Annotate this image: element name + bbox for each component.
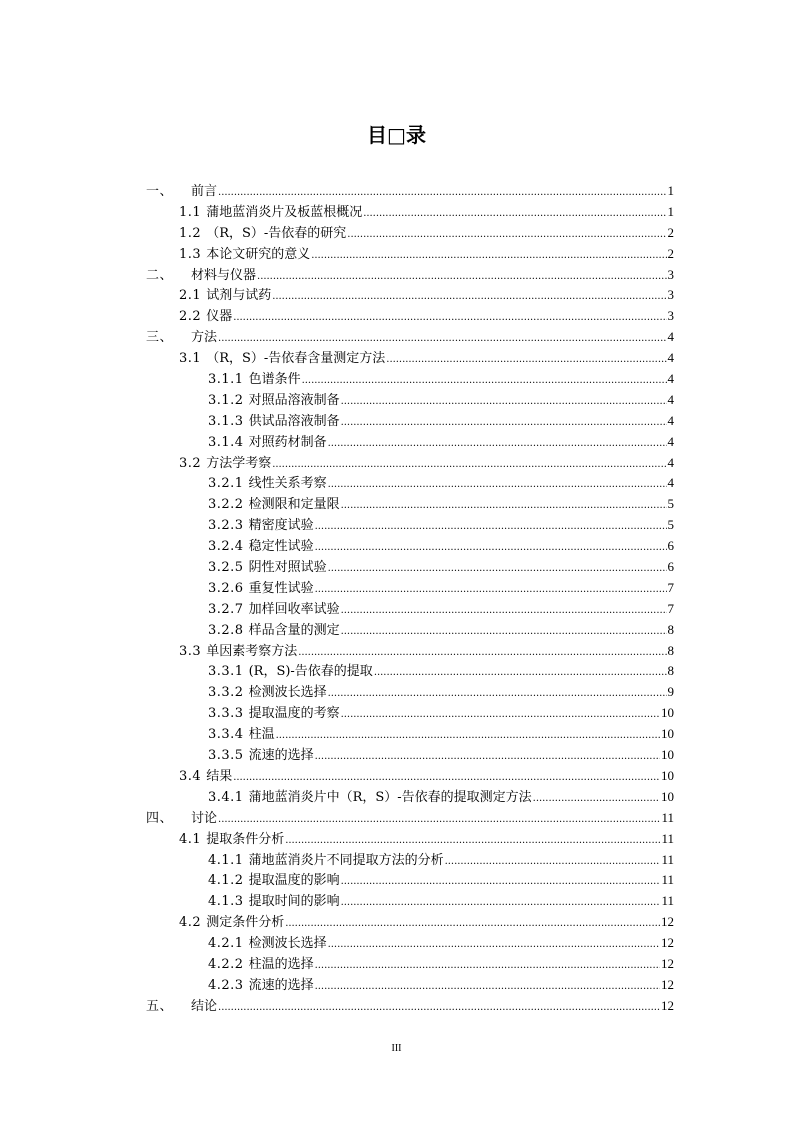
toc-entry-label xyxy=(208,976,314,997)
toc-entry[interactable] xyxy=(146,202,674,223)
toc-entry-label xyxy=(146,328,217,349)
toc-entry-title: 讨论 xyxy=(191,810,218,826)
toc-entry-label xyxy=(208,621,340,642)
toc-entry[interactable] xyxy=(146,766,674,787)
toc-dot-leader xyxy=(315,579,667,601)
page-number-footer: III xyxy=(391,1043,402,1054)
toc-entry-page: 11 xyxy=(661,872,674,888)
toc-entry-label xyxy=(179,830,284,851)
toc-entry-title: 重复性试验 xyxy=(248,580,314,596)
toc-entry-page: 7 xyxy=(667,600,674,616)
toc-entry-title: (R，S)-告依春的提取 xyxy=(248,664,373,680)
toc-entry-page: 4 xyxy=(667,412,674,428)
toc-entry-title: 提取条件分析 xyxy=(206,831,285,847)
toc-entry-label xyxy=(208,871,340,892)
toc-entry-title: 结论 xyxy=(191,998,218,1014)
toc-dot-leader xyxy=(341,391,667,413)
toc-dot-leader xyxy=(363,203,666,225)
toc-entry-title: 色谱条件 xyxy=(248,372,301,388)
toc-dot-leader xyxy=(341,892,661,914)
toc-entry-number: 3.3.5 xyxy=(208,748,244,764)
toc-dot-leader xyxy=(233,307,666,329)
toc-entry-label xyxy=(208,579,314,600)
toc-entry-title: 单因素考察方法 xyxy=(206,643,298,659)
toc-dot-leader xyxy=(315,746,660,768)
toc-entry-label xyxy=(208,955,314,976)
toc-entry-page: 6 xyxy=(667,559,674,575)
toc-entry-title: （R，S）-告依春含量测定方法 xyxy=(206,351,386,367)
toc-dot-leader xyxy=(347,224,666,246)
toc-dot-leader xyxy=(315,955,660,977)
toc-entry-title: 检测波长选择 xyxy=(248,685,327,701)
toc-entry-number: 五、 xyxy=(146,998,174,1014)
toc-entry-number: 四、 xyxy=(146,810,174,826)
toc-dot-leader xyxy=(218,809,660,831)
toc-entry-title: 检测波长选择 xyxy=(248,936,327,952)
toc-entry-number: 一、 xyxy=(146,184,174,199)
toc-dot-leader xyxy=(328,433,667,455)
toc-entry-label xyxy=(179,245,310,266)
toc-entry-title: 方法 xyxy=(191,330,218,346)
toc-entry-number: 3.3.1 xyxy=(208,664,244,680)
toc-dot-leader xyxy=(285,830,660,852)
toc-entry-label xyxy=(146,997,217,1018)
toc-entry-label xyxy=(179,224,346,245)
toc-dot-leader xyxy=(341,871,661,893)
toc-entry-label xyxy=(208,370,301,391)
toc-dot-leader xyxy=(285,913,660,935)
toc-entry[interactable] xyxy=(146,661,674,682)
toc-entry-page: 4 xyxy=(667,329,674,345)
toc-entry-label xyxy=(208,683,327,704)
toc-dot-leader xyxy=(341,412,667,434)
toc-dot-leader xyxy=(218,182,666,204)
toc-entry-title: 蒲地蓝消炎片不同提取方法的分析 xyxy=(248,852,444,868)
toc-entry-page: 11 xyxy=(661,809,674,825)
toc-entry[interactable] xyxy=(146,745,674,766)
toc-dot-leader xyxy=(374,662,667,684)
toc-entry-label xyxy=(179,349,385,370)
toc-entry-number: 4.1.1 xyxy=(208,852,244,868)
toc-entry-title: 柱温 xyxy=(248,727,275,743)
toc-entry[interactable] xyxy=(146,870,674,891)
toc-entry-label xyxy=(208,495,340,516)
toc-entry-page: 10 xyxy=(661,705,674,721)
toc-entry[interactable] xyxy=(146,996,674,1017)
toc-entry-label xyxy=(208,746,314,767)
toc-entry[interactable] xyxy=(146,829,674,850)
toc-entry-title: 提取温度的影响 xyxy=(248,873,340,889)
toc-entry-number: 3.3.3 xyxy=(208,706,244,722)
toc-entry[interactable] xyxy=(146,265,674,286)
toc-dot-leader xyxy=(328,558,667,580)
toc-entry-page: 10 xyxy=(661,767,674,783)
toc-dot-leader xyxy=(341,600,667,622)
toc-entry-label xyxy=(208,662,373,683)
toc-entry-page: 11 xyxy=(661,893,674,909)
toc-entry[interactable] xyxy=(146,599,674,620)
toc-entry-page: 4 xyxy=(667,433,674,449)
toc-entry-title: 加样回收率试验 xyxy=(248,601,340,617)
toc-entry-title: 结果 xyxy=(206,768,233,784)
toc-entry-page: 5 xyxy=(667,496,674,512)
toc-entry-title: 蒲地蓝消炎片及板蓝根概况 xyxy=(206,204,363,220)
toc-entry[interactable] xyxy=(146,306,674,327)
toc-entry-number: 三、 xyxy=(146,330,174,346)
toc-dot-leader xyxy=(218,997,660,1019)
toc-entry-page: 6 xyxy=(667,538,674,554)
toc-dot-leader xyxy=(311,245,666,267)
toc-entry-label xyxy=(179,454,271,475)
toc-entry-title: 提取时间的影响 xyxy=(248,894,340,910)
toc-entry-label xyxy=(146,809,217,830)
toc-entry-label xyxy=(208,558,327,579)
toc-dot-leader xyxy=(445,851,661,873)
toc-entry[interactable] xyxy=(146,223,674,244)
toc-entry-number: 3.1.1 xyxy=(208,372,244,388)
toc-entry-page: 9 xyxy=(667,684,674,700)
toc-entry-number: 1.3 xyxy=(179,246,202,262)
toc-entry[interactable] xyxy=(146,891,674,912)
toc-entry-number: 3.2.5 xyxy=(208,560,244,576)
toc-entry-label xyxy=(208,851,444,872)
toc-entry-label xyxy=(208,788,532,809)
toc-entry[interactable] xyxy=(146,954,674,975)
toc-dot-leader xyxy=(341,704,660,726)
toc-entry-label xyxy=(146,266,256,287)
toc-entry-number: 4.1.2 xyxy=(208,873,244,889)
toc-entry-page: 12 xyxy=(661,997,674,1013)
toc-dot-leader xyxy=(328,683,667,705)
toc-entry-number: 4.2.3 xyxy=(208,977,244,993)
toc-entry-page: 4 xyxy=(667,350,674,366)
toc-entry-page: 12 xyxy=(661,935,674,951)
toc-dot-leader xyxy=(328,474,667,496)
toc-entry-title: 提取温度的考察 xyxy=(248,706,340,722)
toc-entry[interactable] xyxy=(146,682,674,703)
toc-entry[interactable] xyxy=(146,578,674,599)
toc-entry-page: 8 xyxy=(667,642,674,658)
toc-entry-number: 3.2.4 xyxy=(208,539,244,555)
page-title: 目□录 xyxy=(367,123,426,147)
toc-entry-number: 3.4.1 xyxy=(208,789,244,805)
toc-entry-number: 3.2 xyxy=(179,455,202,471)
toc-dot-leader xyxy=(341,621,667,643)
toc-entry-page: 3 xyxy=(667,266,674,282)
toc-dot-leader xyxy=(298,642,666,664)
toc-entry-label xyxy=(146,182,217,203)
toc-dot-leader xyxy=(315,516,667,538)
toc-dot-leader xyxy=(328,934,660,956)
toc-entry[interactable] xyxy=(146,390,674,411)
toc-entry[interactable] xyxy=(146,369,674,390)
toc-entry-number: 2.1 xyxy=(179,288,202,304)
toc-entry[interactable] xyxy=(146,432,674,453)
toc-entry[interactable] xyxy=(146,620,674,641)
toc-entry[interactable] xyxy=(146,975,674,996)
toc-entry-page: 2 xyxy=(667,245,674,261)
toc-entry-title: 线性关系考察 xyxy=(248,476,327,492)
toc-dot-leader xyxy=(257,266,666,288)
toc-entry-page: 12 xyxy=(661,955,674,971)
toc-entry-title: 前言 xyxy=(191,184,218,199)
toc-entry[interactable] xyxy=(146,348,674,369)
toc-dot-leader xyxy=(218,328,666,350)
toc-entry-title: 流速的选择 xyxy=(248,748,314,764)
toc-entry-title: 流速的选择 xyxy=(248,977,314,993)
toc-entry-label xyxy=(208,412,340,433)
toc-entry-label xyxy=(208,892,340,913)
toc-entry-label xyxy=(208,391,340,412)
toc-entry-title: 柱温的选择 xyxy=(248,956,314,972)
toc-entry-page: 11 xyxy=(661,851,674,867)
toc-entry-page: 4 xyxy=(667,371,674,387)
toc-entry-number: 二、 xyxy=(146,267,174,283)
toc-dot-leader xyxy=(315,537,667,559)
toc-entry-number: 1.1 xyxy=(179,204,202,220)
toc-dot-leader xyxy=(386,349,666,371)
toc-entry-page: 1 xyxy=(667,203,674,219)
toc-entry-label xyxy=(179,203,362,224)
toc-entry-title: 本论文研究的意义 xyxy=(206,246,311,262)
toc-dot-leader xyxy=(276,725,660,747)
toc-entry-page: 5 xyxy=(667,517,674,533)
toc-entry-number: 3.2.7 xyxy=(208,601,244,617)
toc-entry[interactable] xyxy=(146,285,674,306)
toc-entry-title: 材料与仪器 xyxy=(191,267,257,283)
toc-entry-number: 3.4 xyxy=(179,768,202,784)
toc-entry-title: 样品含量的测定 xyxy=(248,622,340,638)
toc-entry[interactable] xyxy=(146,912,674,933)
toc-entry[interactable] xyxy=(146,787,674,808)
toc-entry[interactable] xyxy=(146,724,674,745)
toc-entry-title: 阴性对照试验 xyxy=(248,560,327,576)
toc-entry-number: 4.1.3 xyxy=(208,894,244,910)
toc-entry-number: 3.3 xyxy=(179,643,202,659)
toc-entry[interactable] xyxy=(146,557,674,578)
toc-entry-label xyxy=(208,516,314,537)
toc-dot-leader xyxy=(302,370,667,392)
toc-entry-number: 1.2 xyxy=(179,225,202,241)
toc-entry-page: 10 xyxy=(661,788,674,804)
toc-entry[interactable] xyxy=(146,515,674,536)
toc-entry-title: 方法学考察 xyxy=(206,455,272,471)
toc-entry-page: 10 xyxy=(661,747,674,763)
toc-entry-page: 10 xyxy=(661,726,674,742)
toc-entry[interactable] xyxy=(146,494,674,515)
toc-entry[interactable] xyxy=(146,327,674,348)
toc-dot-leader xyxy=(233,767,660,789)
toc-entry-number: 3.2.2 xyxy=(208,497,244,513)
toc-entry-title: 对照品溶液制备 xyxy=(248,392,340,408)
toc-entry-label xyxy=(179,307,232,328)
toc-entry-title: 供试品溶液制备 xyxy=(248,413,340,429)
toc-entry-number: 4.1 xyxy=(179,831,202,847)
toc-entry-number: 3.2.6 xyxy=(208,580,244,596)
toc-entry-label xyxy=(208,704,340,725)
toc-entry-page: 3 xyxy=(667,287,674,303)
toc-dot-leader xyxy=(315,976,660,998)
toc-entry-title: 试剂与试药 xyxy=(206,288,272,304)
toc-entry[interactable] xyxy=(146,411,674,432)
toc-entry-number: 4.2 xyxy=(179,915,202,931)
toc-entry[interactable] xyxy=(146,473,674,494)
toc-entry-page: 2 xyxy=(667,224,674,240)
toc-entry-title: 测定条件分析 xyxy=(206,915,285,931)
toc-entry-number: 3.2.8 xyxy=(208,622,244,638)
toc-entry-number: 4.2.1 xyxy=(208,936,244,952)
toc-entry[interactable] xyxy=(146,703,674,724)
toc-entry-number: 3.3.4 xyxy=(208,727,244,743)
toc-entry-number: 3.2.1 xyxy=(208,476,244,492)
table-of-contents xyxy=(146,181,674,1017)
toc-entry-label xyxy=(208,433,327,454)
toc-entry-number: 3.2.3 xyxy=(208,518,244,534)
toc-entry-title: （R，S）-告依春的研究 xyxy=(206,225,347,241)
toc-entry-page: 1 xyxy=(667,183,674,198)
toc-entry-title: 检测限和定量限 xyxy=(248,497,340,513)
toc-dot-leader xyxy=(533,788,660,810)
toc-dot-leader xyxy=(341,495,667,517)
toc-entry-number: 3.3.2 xyxy=(208,685,244,701)
toc-entry-label xyxy=(208,934,327,955)
toc-entry-page: 4 xyxy=(667,454,674,470)
toc-entry[interactable] xyxy=(146,933,674,954)
toc-entry-label xyxy=(208,474,327,495)
toc-entry-page: 7 xyxy=(667,579,674,595)
toc-entry-number: 3.1.2 xyxy=(208,392,244,408)
toc-entry-number: 3.1 xyxy=(179,351,202,367)
toc-entry-page: 8 xyxy=(667,663,674,679)
toc-entry-page: 4 xyxy=(667,475,674,491)
toc-entry[interactable] xyxy=(146,536,674,557)
toc-entry-label xyxy=(208,537,314,558)
toc-entry[interactable] xyxy=(146,641,674,662)
toc-entry[interactable] xyxy=(146,181,674,202)
toc-dot-leader xyxy=(272,454,666,476)
toc-entry-label xyxy=(208,725,275,746)
toc-entry-number: 4.2.2 xyxy=(208,956,244,972)
toc-entry-label xyxy=(179,642,297,663)
toc-dot-leader xyxy=(272,286,666,308)
toc-entry-page: 3 xyxy=(667,308,674,324)
toc-entry-number: 3.1.4 xyxy=(208,434,244,450)
toc-entry-title: 蒲地蓝消炎片中（R，S）-告依春的提取测定方法 xyxy=(248,789,532,805)
toc-entry-page: 12 xyxy=(661,914,674,930)
toc-entry-label xyxy=(179,286,271,307)
toc-entry-page: 4 xyxy=(667,391,674,407)
toc-entry-number: 3.1.3 xyxy=(208,413,244,429)
toc-entry-label xyxy=(208,600,340,621)
toc-entry-label xyxy=(179,913,284,934)
toc-entry-title: 精密度试验 xyxy=(248,518,314,534)
toc-entry-label xyxy=(179,767,232,788)
toc-entry-page: 11 xyxy=(661,830,674,846)
toc-entry[interactable] xyxy=(146,808,674,829)
toc-entry[interactable] xyxy=(146,453,674,474)
toc-entry-page: 12 xyxy=(661,976,674,992)
toc-entry-number: 2.2 xyxy=(179,309,202,325)
toc-entry-page: 8 xyxy=(667,621,674,637)
toc-entry[interactable] xyxy=(146,850,674,871)
toc-entry-title: 仪器 xyxy=(206,309,233,325)
toc-entry-title: 对照药材制备 xyxy=(248,434,327,450)
toc-entry[interactable] xyxy=(146,244,674,265)
toc-entry-title: 稳定性试验 xyxy=(248,539,314,555)
